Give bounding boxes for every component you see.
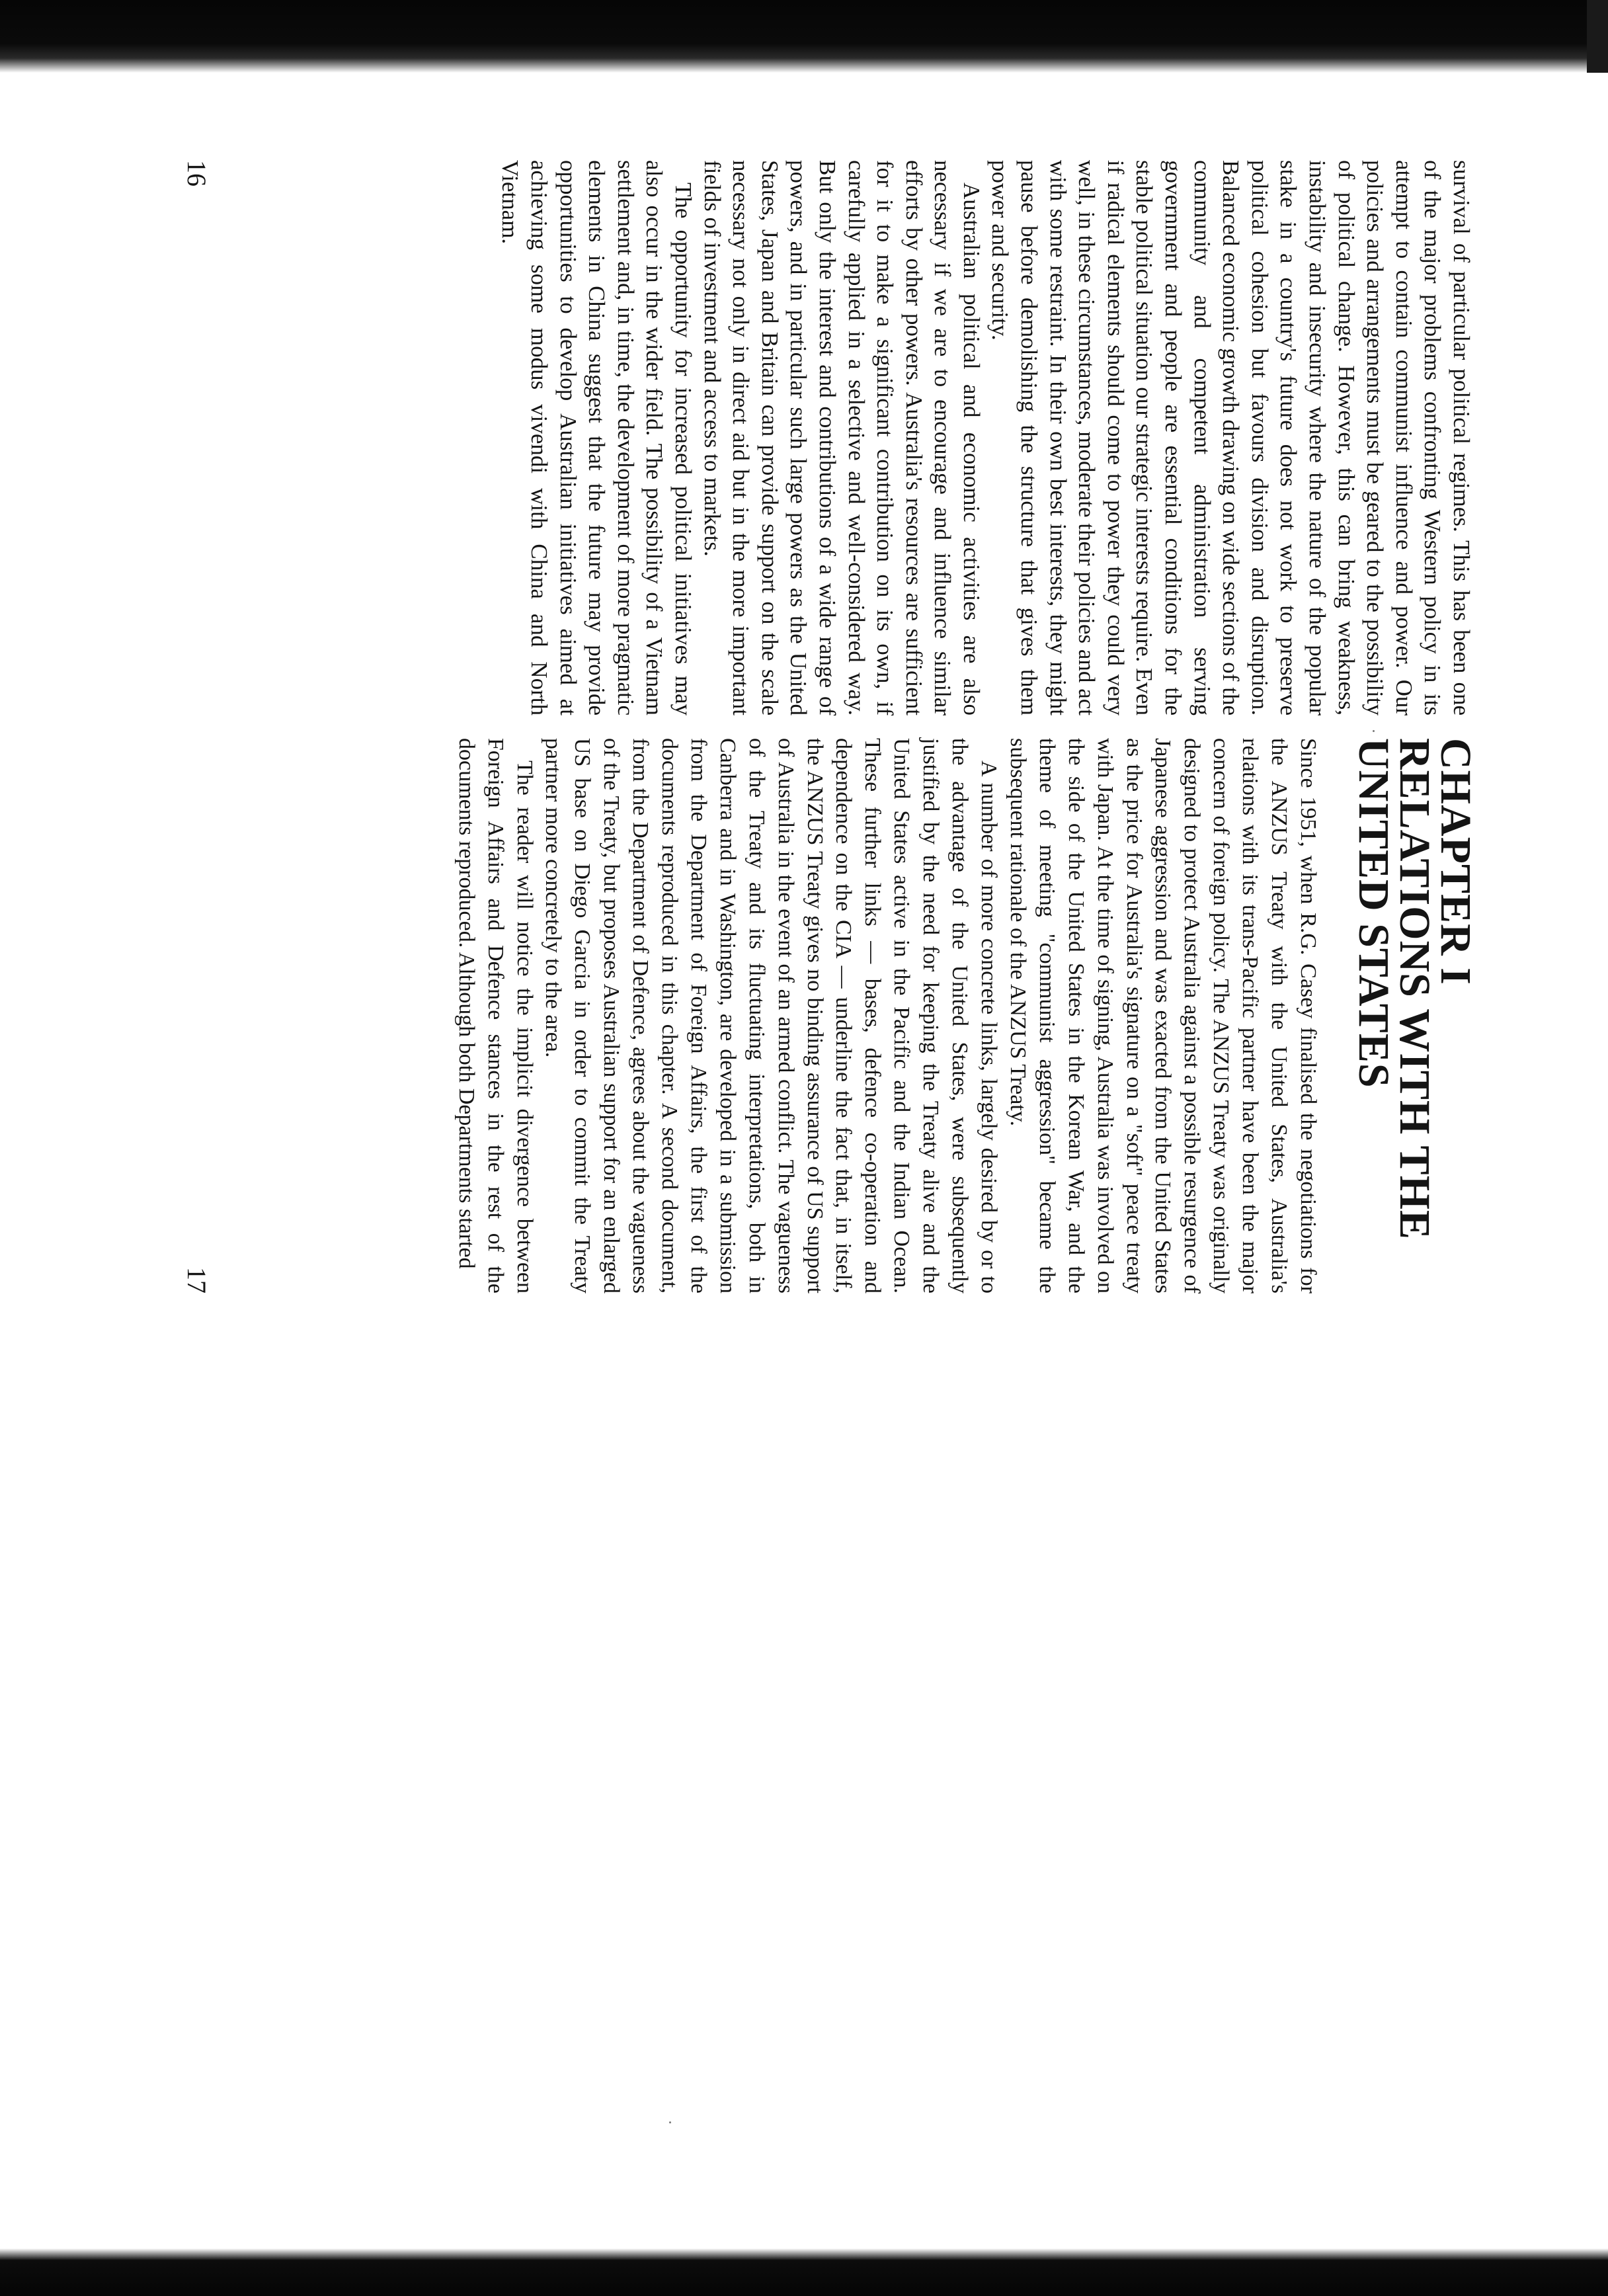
scan-top-edge	[0, 0, 1608, 73]
paragraph: The opportunity for increased political initiatives may also occur in the wider field. The possibility of a Vietnam settlement and, in time, the development of more pragmatic elements in China suggest that the future may provide opportunities to develop Australian initiatives aimed at achieving some modus vivendi with China and North Vietnam.	[497, 160, 696, 716]
right-page	[153, 738, 1480, 1293]
page-number: 17	[182, 1267, 212, 1293]
paragraph: survival of particular political regimes. This has been one of the major problems confronting Western policy in its attempt to contain communist influence and power. Our policies and arrangements must be geared to the possibility of political change. However, this can bring weakness, instability and insecurity where the nature of the popular stake in a country's future does not work to preserve political cohesion but favours division and disruption. Balanced economic growth drawing on wide sections of the community and competent administration serving government and people are essential conditions for the stable political situation our strategic interests require. Even if radical elements should come to power they could very well, in these circumstances, moderate their policies and act with some restraint. In their own best interests, they might pause before demolishing the structure that gives them power and security.	[987, 160, 1474, 716]
paragraph: Australian political and economic activities are also necessary if we are to encourage and influence similar efforts by other powers. Australia's resources are sufficient for it to make a significant contribution on its own, if carefully applied in a selective and well-considered way. But only the interest and contributions of a wide range of powers, and in particular such large powers as the United States, Japan and Britain can provide support on the scale necessary not only in direct aid but in the more important fields of investment and access to markets.	[699, 160, 985, 716]
page-number: 16	[182, 160, 212, 186]
left-page	[153, 160, 1476, 716]
paragraph: The reader will notice the implicit divergence between Foreign Affairs and Defence stances in the rest of the documents reproduced. Although both Departments started	[454, 738, 537, 1293]
scan-corner-shadow	[1587, 0, 1608, 73]
scan-bottom-edge	[0, 2248, 1608, 2296]
book-spread	[153, 160, 1480, 1293]
chapter-title: RELATIONS WITH THE UNITED STATES	[1349, 738, 1439, 1240]
scan-speck	[669, 2121, 671, 2123]
chapter-heading	[1349, 738, 1480, 1293]
chapter-number: CHAPTER I	[1431, 738, 1480, 985]
paragraph: Since 1951, when R.G. Casey finalised the negotiations for the ANZUS Treaty with the United States, Australia's relations with its trans-Pacific partner have been the major concern of foreign policy. The ANZUS Treaty was originally designed to protect Australia against a possible resurgence of Japanese aggression and was exacted from the United States as the price for Australia's signature on a "soft" peace treaty with Japan. At the time of signing, Australia was involved on the side of the United States in the Korean War, and the theme of meeting "communist aggression" became the subsequent rationale of the ANZUS Treaty.	[1005, 738, 1320, 1293]
paragraph: A number of more concrete links, largely desired by or to the advantage of the United States, were subsequently justified by the need for keeping the Treaty alive and the United States active in the Pacific and the Indian Ocean. These further links — bases, defence co-operation and dependence on the CIA — underline the fact that, in itself, the ANZUS Treaty gives no binding assurance of US support of Australia in the event of an armed conflict. The vagueness of the Treaty and its fluctuating interpretations, both in Canberra and in Washington, are developed in a submission from the Department of Foreign Affairs, the first of the documents reproduced in this chapter. A second document, from the Department of Defence, agrees about the vagueness of the Treaty, but proposes Australian support for an enlarged US base on Diego Garcia in order to commit the Treaty partner more concretely to the area.	[541, 738, 1002, 1293]
